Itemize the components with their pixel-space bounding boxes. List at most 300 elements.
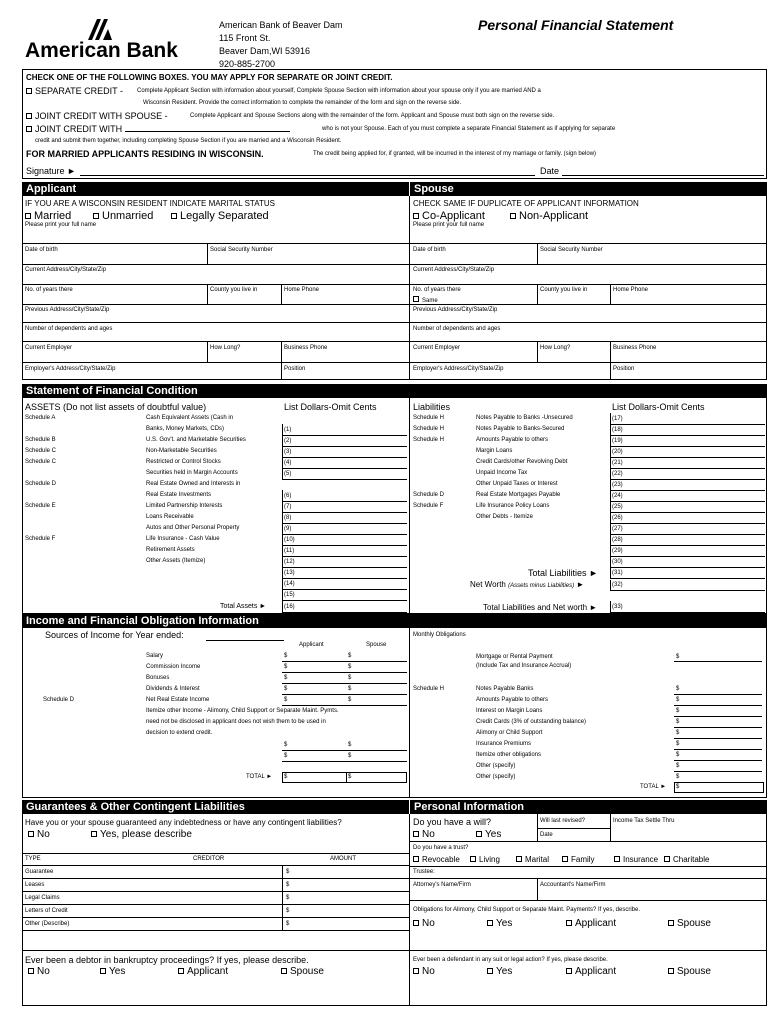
asset-amount-field[interactable] [300, 447, 405, 456]
joint-with-desc: who is not your Spouse. Each of you must complete a separate Financial Statement as if applying for separate [322, 126, 616, 132]
liability-label: Notes Payable to Banks-Secured [476, 426, 565, 432]
total-liabilities-label: Total Liabilities ► [528, 568, 598, 578]
liability-label: Life Insurance Policy Loans [476, 503, 550, 509]
will-last-revised-label: Will last revised? [540, 818, 586, 824]
asset-label: Retirement Assets [146, 547, 195, 553]
asset-num: (8) [284, 515, 292, 521]
trust-option[interactable] [470, 855, 500, 864]
asset-num: (2) [284, 438, 292, 444]
co-applicant-label: Co-Applicant [422, 210, 485, 222]
trust-option-label: Marital [525, 855, 550, 864]
liability-label: Credit Cards/other Revolving Debt [476, 459, 568, 465]
bankruptcy-yes-checkbox[interactable] [100, 968, 106, 974]
liability-amount-field[interactable] [630, 414, 760, 423]
liability-num: (30) [612, 559, 623, 565]
total-assets-label: Total Assets ► [220, 603, 267, 610]
asset-num: (5) [284, 471, 292, 477]
obligation-dollar[interactable]: $ [676, 697, 680, 703]
trust-option[interactable] [562, 855, 595, 864]
obligation-dollar[interactable]: $ [676, 774, 680, 780]
asset-num: (14) [284, 581, 295, 587]
income-row-label: Net Real Estate Income [146, 697, 210, 703]
liability-label: Real Estate Mortgages Payable [476, 492, 561, 498]
obligations-total-label: TOTAL ► [640, 784, 667, 790]
unmarried-checkbox[interactable] [93, 213, 99, 219]
alimony-yes-label: Yes [496, 918, 513, 929]
obligation-dollar[interactable]: $ [676, 752, 680, 758]
separate-credit-label: SEPARATE CREDIT - [35, 86, 124, 96]
liability-num: (19) [612, 438, 623, 444]
income-year-field[interactable] [206, 640, 284, 641]
asset-label: Real Estate Owned and Interests in [146, 481, 241, 487]
accountant-label: Accountant's Name/Firm [540, 882, 606, 888]
lawsuit-applicant-checkbox[interactable] [566, 968, 572, 974]
income-header: Income and Financial Obligation Information [22, 614, 767, 628]
liability-num: (20) [612, 449, 623, 455]
guarantee-amount-dollar[interactable]: $ [286, 869, 290, 875]
asset-amount-field[interactable] [300, 546, 405, 555]
liability-num: (22) [612, 471, 623, 477]
trust-checkbox[interactable] [470, 856, 476, 862]
spouse-county-label: County you live in [540, 287, 588, 293]
asset-amount-field[interactable] [300, 524, 405, 533]
lawsuit-yes-checkbox[interactable] [487, 968, 493, 974]
applicant-header: Applicant [22, 182, 409, 196]
obligation-dollar[interactable]: $ [676, 719, 680, 725]
signature-line[interactable] [80, 175, 535, 176]
asset-label: Autos and Other Personal Property [146, 525, 240, 531]
applicant-name-label: Please print your full name [25, 222, 97, 228]
income-spouse-dollar[interactable]: $ [348, 675, 352, 681]
asset-schedule: Schedule C [25, 459, 57, 465]
married-checkbox[interactable] [25, 213, 31, 219]
asset-label: Other Assets (Itemize) [146, 558, 206, 564]
liability-schedule: Schedule H [413, 437, 445, 443]
income-applicant-dollar[interactable]: $ [284, 686, 288, 692]
bankruptcy-applicant-checkbox[interactable] [178, 968, 184, 974]
legally-separated-label: Legally Separated [180, 210, 269, 222]
asset-label: Real Estate Investments [146, 492, 212, 498]
obligation-dollar[interactable]: $ [676, 763, 680, 769]
income-total-applicant-dollar[interactable]: $ [284, 774, 288, 780]
applicant-ssn-label: Social Security Number [210, 247, 273, 253]
net-worth-arrow: ► [576, 580, 585, 589]
liability-label: Notes Payable to Banks -Unsecured [476, 415, 573, 421]
obligation-label: Credit Cards (3% of outstanding balance) [476, 719, 587, 725]
asset-label: Non-Marketable Securities [146, 448, 217, 454]
asset-amount-field[interactable] [300, 579, 405, 588]
married-wi-desc: The credit being applied for, if granted, will be incurred in the interest of my marriage or family. (sign below) [313, 151, 597, 157]
lawsuit-yes-label: Yes [496, 966, 513, 977]
credit-heading: CHECK ONE OF THE FOLLOWING BOXES. YOU MAY APPLY FOR SEPARATE OR JOINT CREDIT. [26, 73, 393, 82]
lawsuit-applicant-label: Applicant [575, 966, 617, 977]
liability-amount-field[interactable] [630, 436, 760, 445]
liability-amount-field[interactable] [630, 546, 760, 555]
asset-amount-field[interactable] [300, 590, 405, 599]
spouse-position-label: Position [613, 366, 635, 372]
guarantee-type: Legal Claims [25, 895, 60, 901]
income-total-spouse-dollar[interactable]: $ [348, 774, 352, 780]
liability-amount-field[interactable] [630, 469, 760, 478]
obligation-label: Itemize other obligations [476, 752, 542, 758]
trust-checkbox[interactable] [413, 856, 419, 862]
attorney-label: Attorney's Name/Firm [413, 882, 471, 888]
obligation-label: Other (specify) [476, 774, 516, 780]
guarantee-type: Other (Describe) [25, 921, 70, 927]
trust-option[interactable] [516, 855, 549, 864]
income-note-3: decision to extend credit. [146, 730, 213, 736]
date-label: Date [540, 166, 560, 176]
asset-amount-field[interactable] [300, 568, 405, 577]
guarantees-header: Guarantees & Other Contingent Liabilities [22, 800, 409, 814]
alimony-yes-checkbox[interactable] [487, 920, 493, 926]
alimony-spouse-label: Spouse [677, 918, 711, 929]
liability-num: (25) [612, 504, 623, 510]
mortgage-dollar: $ [676, 654, 680, 660]
liability-num: (17) [612, 416, 623, 422]
applicant-position-label: Position [284, 366, 306, 372]
obligation-dollar[interactable]: $ [676, 730, 680, 736]
spouse-ssn-label: Social Security Number [540, 247, 603, 253]
asset-schedule: Schedule C [25, 448, 57, 454]
bankruptcy-spouse-checkbox[interactable] [281, 968, 287, 974]
liability-num: (27) [612, 526, 623, 532]
applicant-how-long-label: How Long? [210, 345, 241, 351]
income-row-label: Salary [146, 653, 164, 659]
trust-question: Do you have a trust? [413, 845, 469, 851]
total-liab-net-label: Total Liabilities and Net worth ► [483, 603, 598, 612]
liability-amount-field[interactable] [630, 491, 760, 500]
separate-credit-desc: Complete Applicant Section with information about yourself, Complete Spouse Section with information about your spouse only if you are married AND a [137, 88, 541, 94]
liability-label: Amounts Payable to others [476, 437, 549, 443]
spouse-prev-address-label: Previous Address/City/State/Zip [413, 307, 498, 313]
asset-label: Life Insurance - Cash Value [146, 536, 220, 542]
trust-option-label: Revocable [422, 855, 460, 864]
income-note-2: need not be disclosed in applicant does not wish them to be used in [146, 719, 326, 725]
obligation-label: Insurance Premiums [476, 741, 532, 747]
applicant-home-phone-label: Home Phone [284, 287, 320, 293]
liability-label: Other Unpaid Taxes or Interest [476, 481, 558, 487]
spouse-employer-address-label: Employer's Address/City/State/Zip [413, 366, 504, 372]
obligation-dollar[interactable]: $ [676, 741, 680, 747]
liability-amount-field[interactable] [630, 447, 760, 456]
joint-spouse-label: JOINT CREDIT WITH SPOUSE - [35, 111, 168, 121]
applicant-county-label: County you live in [210, 287, 258, 293]
bankruptcy-no-checkbox[interactable] [28, 968, 34, 974]
will-yes-label: Yes [485, 829, 502, 840]
income-spouse-dollar[interactable]: $ [348, 697, 352, 703]
income-total-label: TOTAL ► [246, 774, 273, 780]
mortgage-label: Mortgage or Rental Payment [476, 654, 553, 660]
asset-amount-field[interactable] [300, 535, 405, 544]
joint-with-name-field[interactable] [125, 125, 290, 132]
income-note-1: Itemize other Income - Alimony, Child Support or Separate Maint. Pymts. [146, 708, 339, 714]
net-worth-note: (Assets minus Liabilities) [508, 583, 575, 589]
applicant-business-phone-label: Business Phone [284, 345, 328, 351]
asset-num: (10) [284, 537, 295, 543]
joint-with-desc-2: credit and submit them together, including completing Spouse Section if you are married and a Wisconsin Resident. [35, 138, 342, 144]
guarantees-col-amount: AMOUNT [330, 856, 356, 862]
asset-num: (15) [284, 592, 295, 598]
bank-phone: 920-885-2700 [219, 59, 276, 69]
income-other-spouse-dollar[interactable]: $ [348, 753, 352, 759]
guarantees-yes-checkbox[interactable] [91, 831, 97, 837]
liability-amount-field[interactable] [630, 524, 760, 533]
asset-amount-field[interactable] [300, 491, 405, 500]
lawsuit-spouse-checkbox[interactable] [668, 968, 674, 974]
alimony-no-label: No [422, 918, 435, 929]
applicant-employer-label: Current Employer [25, 345, 73, 351]
asset-label: Restricted or Control Stocks [146, 459, 221, 465]
guarantees-no-checkbox[interactable] [28, 831, 34, 837]
spouse-home-phone-label: Home Phone [613, 287, 649, 293]
income-row-label: Bonuses [146, 675, 170, 681]
bankruptcy-yes-label: Yes [109, 966, 126, 977]
joint-spouse-desc: Complete Applicant and Spouse Sections along with the remainder of the form. Applicant and Spouse must both sign on the reverse side. [190, 113, 555, 119]
joint-spouse-checkbox[interactable] [26, 113, 32, 119]
assets-heading: ASSETS (Do not list assets of doubtful value) [25, 402, 207, 412]
trust-option-label: Charitable [673, 855, 710, 864]
applicant-spouse-box [22, 196, 767, 380]
guarantees-personal-box [22, 814, 767, 1006]
asset-amount-field[interactable] [300, 458, 405, 467]
asset-schedule: Schedule F [25, 536, 56, 542]
liability-amount-field[interactable] [630, 513, 760, 522]
obligation-label: Alimony or Child Support [476, 730, 543, 736]
asset-label: Cash Equivalent Assets (Cash in [146, 415, 234, 421]
guarantees-question: Have you or your spouse guaranteed any indebtedness or have any contingent liabilities? [25, 818, 342, 827]
liability-amount-field[interactable] [630, 458, 760, 467]
liabilities-heading: Liabilities [413, 402, 451, 412]
signature-label: Signature ► [26, 166, 76, 176]
asset-amount-field[interactable] [300, 513, 405, 522]
liability-schedule: Schedule F [413, 503, 444, 509]
income-col-spouse: Spouse [366, 642, 387, 648]
spouse-dependents-label: Number of dependents and ages [413, 326, 501, 332]
trustee-label: Trustee: [413, 869, 435, 875]
spouse-header: Spouse [410, 182, 767, 196]
liability-num: (26) [612, 515, 623, 521]
obligation-dollar[interactable]: $ [676, 686, 680, 692]
guarantee-type: Letters of Credit [25, 908, 68, 914]
asset-schedule: Schedule A [25, 415, 56, 421]
joint-with-label: JOINT CREDIT WITH [35, 124, 123, 134]
income-applicant-dollar[interactable]: $ [284, 653, 288, 659]
liability-num: (18) [612, 427, 623, 433]
personal-header: Personal Information [410, 800, 767, 814]
guarantee-amount-dollar[interactable]: $ [286, 908, 290, 914]
guarantees-no-label: No [37, 829, 50, 840]
spouse-years-label: No. of years there [413, 287, 461, 293]
income-spouse-dollar[interactable]: $ [348, 664, 352, 670]
liability-num: (29) [612, 548, 623, 554]
trust-option-label: Insurance [623, 855, 659, 864]
tax-settle-label: Income Tax Settle Thru [613, 818, 675, 824]
income-col-applicant: Applicant [299, 642, 324, 648]
spouse-name-label: Please print your full name [413, 222, 485, 228]
income-other-spouse-dollar[interactable]: $ [348, 742, 352, 748]
asset-label: U.S. Gov't. and Marketable Securities [146, 437, 246, 443]
separate-credit-desc-2: Wisconsin Resident. Provide the correct information to complete the remainder of the form and sign on the reverse side. [143, 100, 462, 106]
unmarried-label: Unmarried [102, 210, 154, 222]
obligation-label: Other (specify) [476, 763, 516, 769]
bankruptcy-spouse-label: Spouse [290, 966, 324, 977]
form-title: Personal Financial Statement [478, 17, 674, 33]
separate-credit-checkbox[interactable] [26, 88, 32, 94]
bankruptcy-applicant-label: Applicant [187, 966, 229, 977]
income-spouse-dollar[interactable]: $ [348, 653, 352, 659]
liability-label: Other Debts - Itemize [476, 514, 534, 520]
income-row-label: Dividends & Interest [146, 686, 200, 692]
income-applicant-dollar[interactable]: $ [284, 675, 288, 681]
guarantees-col-type: TYPE [25, 856, 41, 862]
will-no-label: No [422, 829, 435, 840]
asset-label: Securities held in Margin Accounts [146, 470, 238, 476]
applicant-prev-address-label: Previous Address/City/State/Zip [25, 307, 110, 313]
will-date-label: Date [540, 832, 553, 838]
will-no-checkbox[interactable] [413, 831, 419, 837]
asset-num: (3) [284, 449, 292, 455]
asset-num: (9) [284, 526, 292, 532]
married-label: Married [34, 210, 72, 222]
signature-date-line[interactable] [562, 175, 764, 176]
trust-option-label: Family [571, 855, 595, 864]
asset-label: Banks, Money Markets, CDs) [146, 426, 225, 432]
bank-address-line-3: Beaver Dam,WI 53916 [219, 46, 311, 56]
obligation-label: Interest on Margin Loans [476, 708, 543, 714]
asset-schedule: Schedule E [25, 503, 56, 509]
obligation-label: Notes Payable Banks [476, 686, 534, 692]
bank-logo-icon [86, 17, 116, 41]
liability-schedule: Schedule H [413, 426, 445, 432]
asset-amount-field[interactable] [300, 425, 405, 434]
asset-num: (13) [284, 570, 295, 576]
bankruptcy-question: Ever been a debtor in bankruptcy proceedings? If yes, please describe. [25, 955, 309, 965]
bank-name: American Bank [25, 39, 178, 62]
income-row-label: Commission Income [146, 664, 201, 670]
asset-schedule: Schedule D [25, 481, 57, 487]
guarantees-yes-label: Yes, please describe [100, 829, 192, 840]
trust-checkbox[interactable] [664, 856, 670, 862]
liabilities-list-heading: List Dollars-Omit Cents [612, 402, 705, 412]
co-applicant-checkbox[interactable] [413, 213, 419, 219]
income-applicant-dollar[interactable]: $ [284, 664, 288, 670]
income-other-applicant-dollar[interactable]: $ [284, 753, 288, 759]
monthly-obligations-label: Monthly Obligations [413, 632, 466, 638]
lawsuit-no-label: No [422, 966, 435, 977]
applicant-employer-address-label: Employer's Address/City/State/Zip [25, 366, 116, 372]
liability-amount-field[interactable] [630, 557, 760, 566]
joint-with-checkbox[interactable] [26, 126, 32, 132]
liability-amount-field[interactable] [630, 535, 760, 544]
guarantee-type: Guarantee [25, 869, 54, 875]
lawsuit-question: Ever been a defendant in any suit or legal action? If yes, please describe. [413, 957, 608, 963]
marital-heading: IF YOU ARE A WISCONSIN RESIDENT INDICATE MARITAL STATUS [25, 199, 275, 208]
trust-option[interactable] [614, 855, 658, 864]
trust-option[interactable] [664, 855, 709, 864]
applicant-years-label: No. of years there [25, 287, 73, 293]
guarantees-col-creditor: CREDITOR [193, 856, 225, 862]
trust-checkbox[interactable] [562, 856, 568, 862]
will-yes-checkbox[interactable] [476, 831, 482, 837]
total-liabilities-num: (31) [612, 570, 623, 576]
spouse-same-label: Same [422, 298, 438, 304]
liability-num: (23) [612, 482, 623, 488]
income-spouse-dollar[interactable]: $ [348, 686, 352, 692]
spouse-employer-label: Current Employer [413, 345, 461, 351]
obligation-dollar[interactable]: $ [676, 708, 680, 714]
guarantee-type: Leases [25, 882, 45, 888]
alimony-applicant-label: Applicant [575, 918, 617, 929]
liability-amount-field[interactable] [630, 502, 760, 511]
asset-amount-field[interactable] [300, 502, 405, 511]
net-worth-label: Net Worth [470, 580, 506, 589]
guarantee-amount-dollar[interactable]: $ [286, 921, 290, 927]
asset-num: (12) [284, 559, 295, 565]
trust-option[interactable] [413, 855, 460, 864]
lawsuit-spouse-label: Spouse [677, 966, 711, 977]
non-applicant-checkbox[interactable] [510, 213, 516, 219]
asset-amount-field[interactable] [300, 557, 405, 566]
asset-label: Loans Receivable [146, 514, 194, 520]
trust-checkbox[interactable] [516, 856, 522, 862]
obligation-label: Amounts Payable to others [476, 697, 549, 703]
asset-amount-field[interactable] [300, 436, 405, 445]
lawsuit-no-checkbox[interactable] [413, 968, 419, 974]
spouse-business-phone-label: Business Phone [613, 345, 657, 351]
assets-list-heading: List Dollars-Omit Cents [284, 402, 377, 412]
spouse-address-label: Current Address/City/State/Zip [413, 267, 495, 273]
alimony-no-checkbox[interactable] [413, 920, 419, 926]
alimony-spouse-checkbox[interactable] [668, 920, 674, 926]
alimony-applicant-checkbox[interactable] [566, 920, 572, 926]
obligations-schedule-h: Schedule H [413, 686, 445, 692]
net-worth-num: (32) [612, 582, 623, 588]
income-sources-label: Sources of Income for Year ended: [45, 630, 184, 640]
guarantee-amount-dollar[interactable]: $ [286, 882, 290, 888]
liability-schedule: Schedule D [413, 492, 445, 498]
mortgage-note: (Include Tax and Insurance Accrual) [476, 663, 572, 669]
liability-amount-field[interactable] [630, 480, 760, 489]
liability-amount-field[interactable] [630, 425, 760, 434]
alimony-question: Obligations for Alimony, Child Support or Separate Maint. Payments? If yes, describe. [413, 907, 640, 913]
trust-checkbox[interactable] [614, 856, 620, 862]
asset-amount-field[interactable] [300, 469, 405, 478]
spouse-same-checkbox[interactable] [413, 296, 419, 302]
spouse-dup-heading: CHECK SAME IF DUPLICATE OF APPLICANT INFORMATION [413, 199, 639, 208]
asset-schedule: Schedule B [25, 437, 56, 443]
bank-address-line-1: American Bank of Beaver Dam [219, 20, 343, 30]
obligations-total-dollar: $ [676, 784, 680, 790]
applicant-address-label: Current Address/City/State/Zip [25, 267, 107, 273]
total-liab-net-num: (33) [612, 604, 623, 610]
guarantee-amount-dollar[interactable]: $ [286, 895, 290, 901]
legally-separated-checkbox[interactable] [171, 213, 177, 219]
non-applicant-label: Non-Applicant [519, 210, 589, 222]
liability-label: Unpaid Income Tax [476, 470, 528, 476]
trust-option-label: Living [479, 855, 500, 864]
income-other-applicant-dollar[interactable]: $ [284, 742, 288, 748]
asset-num: (4) [284, 460, 292, 466]
will-question: Do you have a will? [413, 817, 492, 827]
asset-num: (7) [284, 504, 292, 510]
asset-num: (1) [284, 427, 292, 433]
bankruptcy-no-label: No [37, 966, 50, 977]
income-applicant-dollar[interactable]: $ [284, 697, 288, 703]
income-schedule-d: Schedule D [43, 697, 75, 703]
liability-num: (28) [612, 537, 623, 543]
applicant-dob-label: Date of birth [25, 247, 58, 253]
